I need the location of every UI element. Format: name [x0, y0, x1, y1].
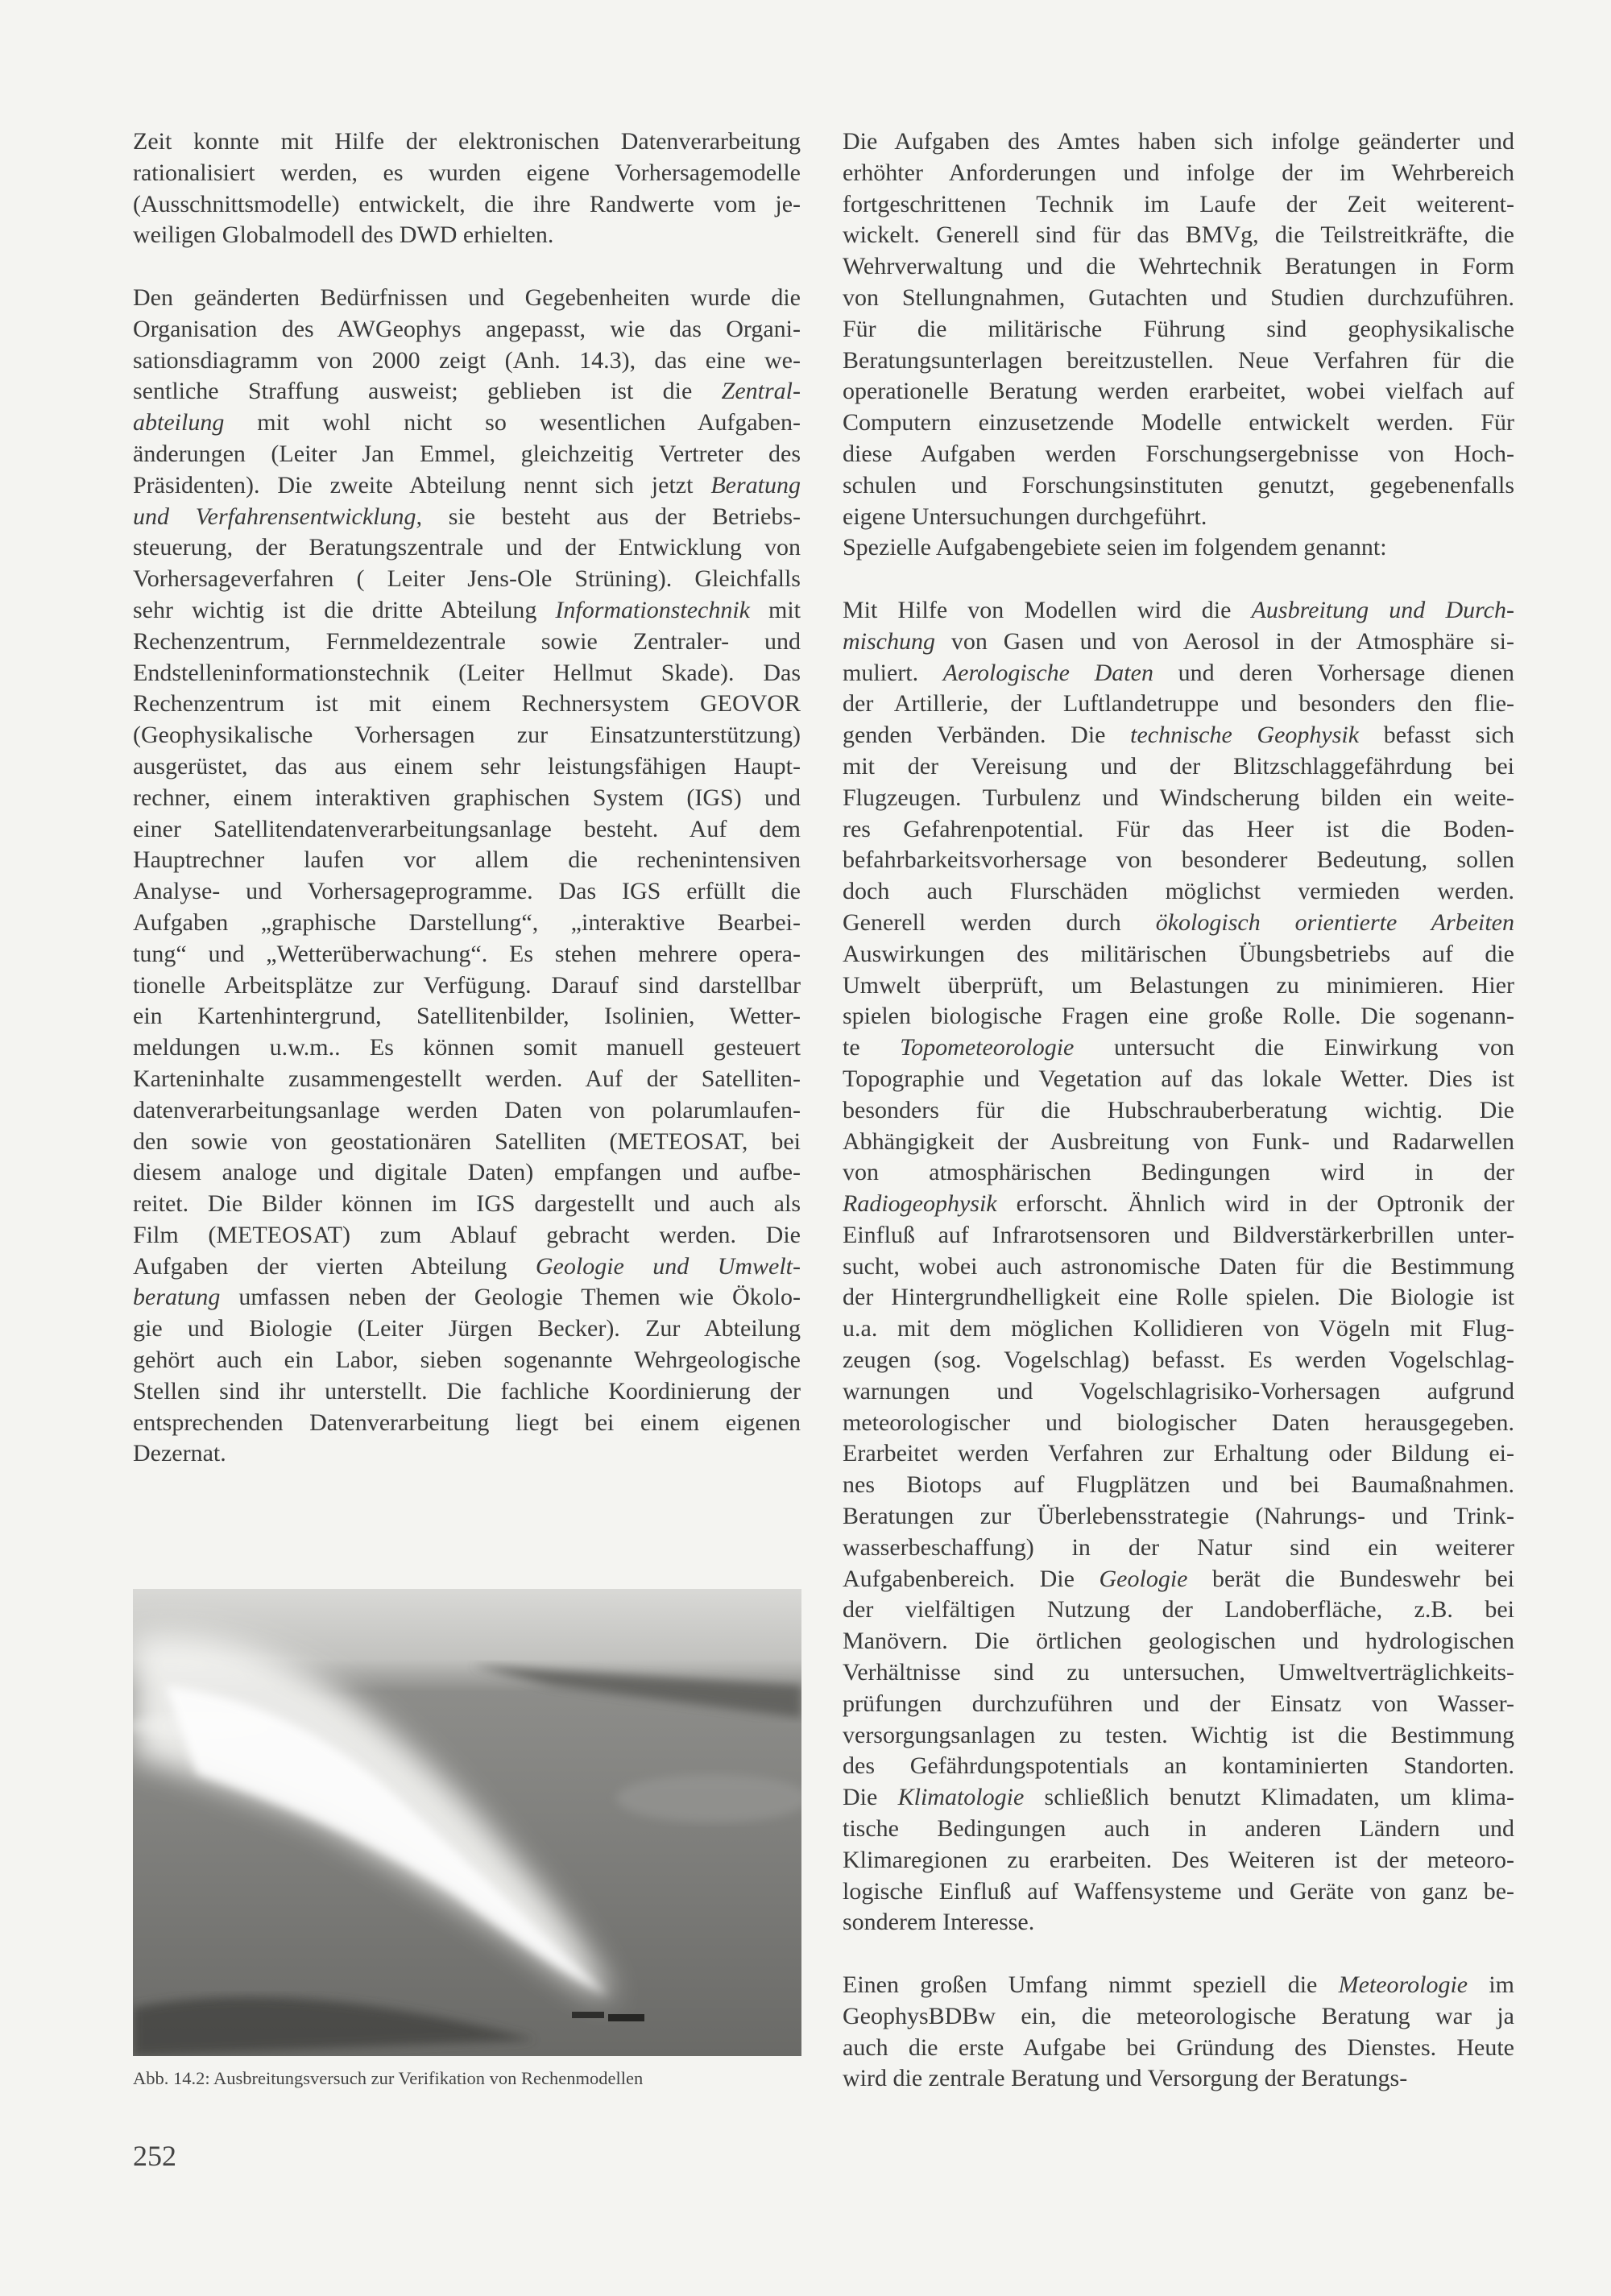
text-run: Klimaregionen zu erarbeiten. Des Weiteren ist der meteoro-: [843, 1846, 1514, 1873]
text-line: [843, 1470, 1514, 1501]
text-run: sie besteht aus der Betriebs-: [422, 503, 801, 530]
text-line: [843, 502, 1514, 533]
text-line: [133, 783, 801, 814]
text-run: sonderem Interesse.: [843, 1909, 1035, 1936]
text-line: [843, 1408, 1514, 1439]
text-line: [133, 627, 801, 658]
text-run: änderungen (Leiter Jan Emmel, gleichzeitig Vertreter des: [133, 440, 801, 467]
text-line: [843, 1251, 1514, 1283]
text-line: [133, 970, 801, 1002]
text-run: ein Kartenhintergrund, Satellitenbilder, Isolinien, Wetter-: [133, 1003, 801, 1030]
text-run: spielen biologische Fragen eine große Rolle. Die sogenann-: [843, 1003, 1514, 1030]
text-run: Einfluß auf Infrarotsensoren und Bildverstärkerbrillen unter-: [843, 1221, 1514, 1248]
text-line: [843, 845, 1514, 876]
text-run: schließlich benutzt Klimadaten, um klima-: [1024, 1784, 1514, 1811]
italic-term: beratung: [133, 1284, 221, 1311]
text-line: [133, 376, 801, 407]
text-run: der Hintergrundhelligkeit eine Rolle spielen. Die Biologie ist: [843, 1284, 1514, 1311]
text-line: [843, 158, 1514, 189]
text-line: [843, 1032, 1514, 1064]
text-line: [843, 627, 1514, 658]
text-run: im: [1468, 1971, 1515, 1999]
text-run: schulen und Forschungsinstituten genutzt, gegebenenfalls: [843, 471, 1514, 499]
text-run: tung“ und „Wetterüberwachung“. Es stehen mehrere opera-: [133, 940, 801, 967]
text-line: [843, 939, 1514, 970]
paragraph: [843, 126, 1514, 532]
text-run: mit der Vereisung und der Blitzschlaggefährdung bei: [843, 752, 1514, 780]
text-run: Film (METEOSAT) zum Ablauf gebracht werden. Die: [133, 1221, 801, 1248]
text-run: prüfungen durchzuführen und der Einsatz von Wasser-: [843, 1690, 1514, 1717]
text-run: umfassen neben der Geologie Themen wie Ökolo-: [220, 1284, 801, 1311]
text-run: meteorologischer und biologischer Daten herausgegeben.: [843, 1409, 1514, 1436]
text-run: Aufgabenbereich. Die: [843, 1565, 1100, 1592]
italic-term: Ausbreitung und Durch-: [1251, 596, 1514, 623]
text-run: zeugen (sog. Vogelschlag) befasst. Es werden Vogelschlag-: [843, 1347, 1514, 1374]
text-run: berät die Bundeswehr bei: [1187, 1565, 1514, 1592]
text-line: [843, 1814, 1514, 1845]
text-run: Rechenzentrum, Fernmeldezentrale sowie Zentraler- und: [133, 627, 801, 655]
text-line: [133, 407, 801, 439]
text-run: Analyse- und Vorhersageprogramme. Das IGS erfüllt die: [133, 878, 801, 905]
italic-term: abteilung: [133, 409, 225, 436]
text-line: [843, 2033, 1514, 2064]
text-line: [843, 376, 1514, 407]
text-line: [133, 532, 801, 564]
text-line: [843, 1220, 1514, 1251]
left-text-column: [133, 126, 801, 1470]
text-run: nes Biotops auf Flugplätzen und bei Baumaßnahmen.: [843, 1471, 1514, 1499]
text-line: [843, 1282, 1514, 1313]
text-run: tische Bedingungen auch in anderen Ländern und: [843, 1815, 1514, 1843]
text-run: rechner, einem interaktiven graphischen System (IGS) und: [133, 784, 801, 811]
text-run: Die Aufgaben des Amtes haben sich infolge geänderter und: [843, 128, 1514, 155]
text-line: [843, 1907, 1514, 1938]
italic-term: Beratung: [710, 471, 801, 499]
text-run: Stellen sind ihr unterstellt. Die fachliche Koordinierung der: [133, 1377, 801, 1404]
text-line: [843, 1095, 1514, 1127]
text-line: [843, 1438, 1514, 1470]
italic-term: Topometeorologie: [900, 1034, 1075, 1061]
text-run: den sowie von geostationären Satelliten (METEOSAT, bei: [133, 1127, 801, 1155]
text-line: [133, 283, 801, 314]
text-line: [843, 720, 1514, 751]
text-line: [843, 1845, 1514, 1876]
text-line: [843, 1376, 1514, 1408]
text-run: Hauptrechner laufen vor allem die rechenintensiven: [133, 846, 801, 874]
text-run: Aufgaben „graphische Darstellung“, „interaktive Bearbei-: [133, 908, 801, 936]
text-line: [843, 2001, 1514, 2033]
text-line: [133, 939, 801, 970]
text-line: [843, 658, 1514, 689]
text-run: Verhältnisse sind zu untersuchen, Umweltverträglichkeits-: [843, 1659, 1514, 1686]
text-line: [843, 1782, 1514, 1814]
text-line: [843, 1876, 1514, 1908]
text-run: res Gefahrenpotential. Für das Heer ist die Boden-: [843, 815, 1514, 842]
text-run: der Artillerie, der Luftlandetruppe und besonders den flie-: [843, 690, 1514, 718]
text-run: eigene Untersuchungen durchgeführt.: [843, 503, 1207, 530]
text-run: Beratungen zur Überlebensstrategie (Nahrungs- und Trink-: [843, 1503, 1514, 1530]
text-run: (Ausschnittsmodelle) entwickelt, die ihre Randwerte vom je-: [133, 190, 801, 217]
text-line: [133, 189, 801, 221]
text-run: diese Aufgaben werden Forschungsergebnisse von Hoch-: [843, 440, 1514, 467]
text-run: Aufgaben der vierten Abteilung: [133, 1252, 536, 1280]
italic-term: ökologisch orientierte Arbeiten: [1155, 908, 1514, 936]
text-run: rationalisiert werden, es wurden eigene Vorhersagemodelle: [133, 159, 801, 186]
text-run: warnungen und Vogelschlagrisiko-Vorhersagen aufgrund: [843, 1377, 1514, 1404]
text-line: [843, 1345, 1514, 1376]
text-run: Beratungsunterlagen bereitzustellen. Neue Verfahren für die: [843, 346, 1514, 374]
text-run: sentliche Straffung ausweist; geblieben ist die: [133, 378, 722, 405]
text-line: [133, 1001, 801, 1032]
italic-term: Geologie und Umwelt-: [535, 1252, 801, 1280]
figure-photo-smoke-plume: [133, 1589, 801, 2056]
text-line: [843, 1626, 1514, 1657]
text-line: [843, 1064, 1514, 1095]
text-line: [843, 2063, 1514, 2095]
text-line: [133, 658, 801, 689]
text-run: Karteninhalte zusammengestellt werden. Auf der Satelliten-: [133, 1065, 801, 1092]
text-line: [843, 439, 1514, 470]
text-line: [843, 470, 1514, 502]
text-line: [843, 751, 1514, 783]
text-line: [133, 439, 801, 470]
text-run: muliert.: [843, 659, 943, 686]
text-line: [133, 502, 801, 533]
text-run: Umwelt überprüft, um Belastungen zu minimieren. Hier: [843, 971, 1514, 999]
text-run: untersucht die Einwirkung von: [1074, 1034, 1514, 1061]
paragraph: [843, 532, 1514, 564]
text-line: [843, 689, 1514, 720]
text-run: weiligen Globalmodell des DWD erhielten.: [133, 221, 554, 249]
text-run: ausgerüstet, das aus einem sehr leistungsfähigen Haupt-: [133, 752, 801, 780]
text-line: [133, 1345, 801, 1376]
text-run: Manövern. Die örtlichen geologischen und hydrologischen: [843, 1628, 1514, 1655]
text-run: meldungen u.w.m.. Es können somit manuell gesteuert: [133, 1034, 801, 1061]
text-run: gehört auch ein Labor, sieben sogenannte Wehrgeologische: [133, 1347, 801, 1374]
text-line: [843, 1313, 1514, 1345]
text-line: [843, 1595, 1514, 1626]
text-line: [843, 1127, 1514, 1158]
text-line: [133, 470, 801, 502]
text-line: [843, 532, 1514, 564]
text-run: Auswirkungen des militärischen Übungsbetriebs auf die: [843, 940, 1514, 967]
text-line: [133, 1127, 801, 1158]
paragraph-gap: [843, 1938, 1514, 1970]
text-run: datenverarbeitungsanlage werden Daten von polarumlaufen-: [133, 1096, 801, 1123]
text-line: [133, 1157, 801, 1189]
text-run: Flugzeugen. Turbulenz und Windscherung bilden ein weite-: [843, 784, 1514, 811]
text-run: sationsdiagramm von 2000 zeigt (Anh. 14.3), das eine we-: [133, 346, 801, 374]
text-line: [843, 1720, 1514, 1752]
right-text-column: [843, 126, 1514, 2095]
italic-term: Geologie: [1099, 1565, 1188, 1592]
text-run: u.a. mit dem möglichen Kollidieren von Vögeln mit Flug-: [843, 1315, 1514, 1342]
paragraph: [843, 1970, 1514, 2095]
text-run: GeophysBDBw ein, die meteorologische Beratung war ja: [843, 2002, 1514, 2029]
text-run: genden Verbänden. Die: [843, 722, 1131, 749]
text-line: [133, 876, 801, 908]
text-run: erforscht. Ähnlich wird in der Optronik der: [996, 1190, 1514, 1218]
text-run: von atmosphärischen Bedingungen wird in der: [843, 1159, 1514, 1186]
text-line: [843, 908, 1514, 939]
text-run: Die: [843, 1784, 898, 1811]
text-line: [133, 1251, 801, 1283]
text-run: Spezielle Aufgabengebiete seien im folgendem genannt:: [843, 534, 1387, 561]
paragraph-gap: [133, 251, 801, 283]
text-line: [133, 314, 801, 345]
text-line: [843, 1001, 1514, 1032]
text-line: [843, 1657, 1514, 1689]
italic-term: Radiogeophysik: [843, 1190, 997, 1218]
page-number: 252: [133, 2140, 176, 2172]
text-run: Erarbeitet werden Verfahren zur Erhaltung oder Bildung ei-: [843, 1440, 1514, 1467]
text-run: gie und Biologie (Leiter Jürgen Becker). Zur Abteilung: [133, 1315, 801, 1342]
text-line: [133, 1282, 801, 1313]
text-run: reitet. Die Bilder können im IGS dargestellt und auch als: [133, 1190, 801, 1218]
text-line: [843, 314, 1514, 345]
text-run: Den geänderten Bedürfnissen und Gegebenheiten wurde die: [133, 283, 801, 311]
italic-term: mischung: [843, 627, 935, 655]
text-run: Computern einzusetzende Modelle entwickelt werden. Für: [843, 409, 1514, 436]
text-line: [133, 220, 801, 251]
paragraph: [843, 595, 1514, 1938]
text-run: von Gasen und von Aerosol in der Atmosphäre si-: [935, 627, 1514, 655]
text-line: [843, 220, 1514, 251]
text-line: [133, 814, 801, 846]
text-line: [133, 1032, 801, 1064]
text-run: sucht, wobei auch astronomische Daten für die Bestimmung: [843, 1252, 1514, 1280]
text-run: fortgeschrittenen Technik im Laufe der Zeit weiterent-: [843, 190, 1514, 217]
text-run: (Geophysikalische Vorhersagen zur Einsatzunterstützung): [133, 722, 801, 749]
text-run: Mit Hilfe von Modellen wird die: [843, 596, 1252, 623]
figure-caption: Abb. 14.2: Ausbreitungsversuch zur Verifikation von Rechenmodellen: [133, 2068, 644, 2088]
italic-term: Informationstechnik: [555, 596, 751, 623]
text-run: operationelle Beratung werden erarbeitet, wobei vielfach auf: [843, 378, 1514, 405]
text-line: [133, 1438, 801, 1470]
text-run: Rechenzentrum ist mit einem Rechnersystem GEOVOR: [133, 690, 801, 718]
text-run: mit wohl nicht so wesentlichen Aufgaben-: [224, 409, 801, 436]
text-run: entsprechenden Datenverarbeitung liegt bei einem eigenen: [133, 1409, 801, 1436]
text-line: [133, 1064, 801, 1095]
text-run: Zeit konnte mit Hilfe der elektronischen Datenverarbeitung: [133, 128, 801, 155]
text-run: wird die zentrale Beratung und Versorgung der Beratungs-: [843, 2065, 1408, 2092]
text-line: [133, 908, 801, 939]
text-run: von Stellungnahmen, Gutachten und Studien durchzuführen.: [843, 283, 1514, 311]
paragraph: [133, 283, 801, 1470]
text-run: Dezernat.: [133, 1440, 226, 1467]
text-run: diesem analoge und digitale Daten) empfangen und aufbe-: [133, 1159, 801, 1186]
text-run: einer Satellitendatenverarbeitungsanlage besteht. Auf dem: [133, 815, 801, 842]
text-run: mit: [750, 596, 801, 623]
text-run: Für die militärische Führung sind geophysikalische: [843, 315, 1514, 342]
text-line: [843, 251, 1514, 283]
text-run: Präsidenten). Die zweite Abteilung nennt sich jetzt: [133, 471, 711, 499]
text-run: erhöhter Anforderungen und infolge der im Wehrbereich: [843, 159, 1514, 186]
text-line: [133, 1408, 801, 1439]
text-run: und deren Vorhersage dienen: [1153, 659, 1514, 686]
text-line: [843, 1564, 1514, 1595]
text-line: [843, 407, 1514, 439]
text-line: [133, 1376, 801, 1408]
text-run: Topographie und Vegetation auf das lokale Wetter. Dies ist: [843, 1065, 1514, 1092]
text-run: steuerung, der Beratungszentrale und der Entwicklung von: [133, 534, 801, 561]
text-run: der vielfältigen Nutzung der Landoberfläche, z.B. bei: [843, 1596, 1514, 1624]
text-line: [133, 1220, 801, 1251]
text-line: [843, 783, 1514, 814]
text-line: [843, 1189, 1514, 1220]
text-line: [843, 970, 1514, 1002]
text-run: befasst sich: [1359, 722, 1514, 749]
text-line: [133, 689, 801, 720]
text-run: Einen großen Umfang nimmt speziell die: [843, 1971, 1339, 1999]
text-run: befahrbarkeitsvorhersage von besonderer Bedeutung, sollen: [843, 846, 1514, 874]
text-line: [843, 1533, 1514, 1564]
text-line: [133, 126, 801, 158]
paragraph-gap: [843, 564, 1514, 595]
text-line: [133, 345, 801, 377]
italic-term: Klimatologie: [897, 1784, 1025, 1811]
text-run: Vorhersageverfahren ( Leiter Jens-Ole Strüning). Gleichfalls: [133, 565, 801, 593]
text-line: [133, 751, 801, 783]
italic-term: Zentral-: [721, 378, 801, 405]
text-line: [133, 1189, 801, 1220]
text-line: [133, 1313, 801, 1345]
text-line: [843, 189, 1514, 221]
text-run: logische Einfluß auf Waffensysteme und Geräte von ganz be-: [843, 1877, 1514, 1905]
text-line: [843, 1751, 1514, 1782]
text-run: tionelle Arbeitsplätze zur Verfügung. Darauf sind darstellbar: [133, 971, 801, 999]
italic-term: Meteorologie: [1338, 1971, 1468, 1999]
text-run: Endstelleninformationstechnik (Leiter Hellmut Skade). Das: [133, 659, 801, 686]
text-run: sehr wichtig ist die dritte Abteilung: [133, 596, 556, 623]
text-line: [843, 1689, 1514, 1720]
italic-term: und Verfahrensentwicklung,: [133, 503, 423, 530]
text-line: [843, 814, 1514, 846]
text-run: doch auch Flurschäden möglichst vermieden werden.: [843, 878, 1514, 905]
text-line: [843, 345, 1514, 377]
italic-term: Aerologische Daten: [942, 659, 1153, 686]
text-run: versorgungsanlagen zu testen. Wichtig ist die Bestimmung: [843, 1721, 1514, 1748]
text-run: Organisation des AWGeophys angepasst, wie das Organi-: [133, 315, 801, 342]
text-line: [133, 845, 801, 876]
text-line: [133, 158, 801, 189]
text-run: Wehrverwaltung und die Wehrtechnik Beratungen in Form: [843, 253, 1514, 280]
text-run: Abhängigkeit der Ausbreitung von Funk- und Radarwellen: [843, 1127, 1514, 1155]
text-run: wickelt. Generell sind für das BMVg, die Teilstreitkräfte, die: [843, 221, 1514, 249]
text-run: besonders für die Hubschrauberberatung wichtig. Die: [843, 1096, 1514, 1123]
photo-landscape: [133, 1589, 801, 2056]
text-run: Generell werden durch: [843, 908, 1156, 936]
text-run: te: [843, 1034, 901, 1061]
text-run: des Gefährdungspotentials an kontaminierten Standorten.: [843, 1752, 1514, 1780]
text-line: [843, 283, 1514, 314]
text-line: [843, 1501, 1514, 1533]
text-line: [133, 595, 801, 627]
text-line: [133, 720, 801, 751]
text-line: [133, 564, 801, 595]
text-run: wasserbeschaffung) in der Natur sind ein weiterer: [843, 1533, 1514, 1561]
italic-term: technische Geophysik: [1130, 722, 1360, 749]
text-line: [843, 876, 1514, 908]
text-run: auch die erste Aufgabe bei Gründung des Dienstes. Heute: [843, 2033, 1514, 2061]
text-line: [843, 595, 1514, 627]
text-line: [843, 1157, 1514, 1189]
text-line: [843, 126, 1514, 158]
text-line: [843, 1970, 1514, 2001]
text-line: [133, 1095, 801, 1127]
paragraph: [133, 126, 801, 251]
